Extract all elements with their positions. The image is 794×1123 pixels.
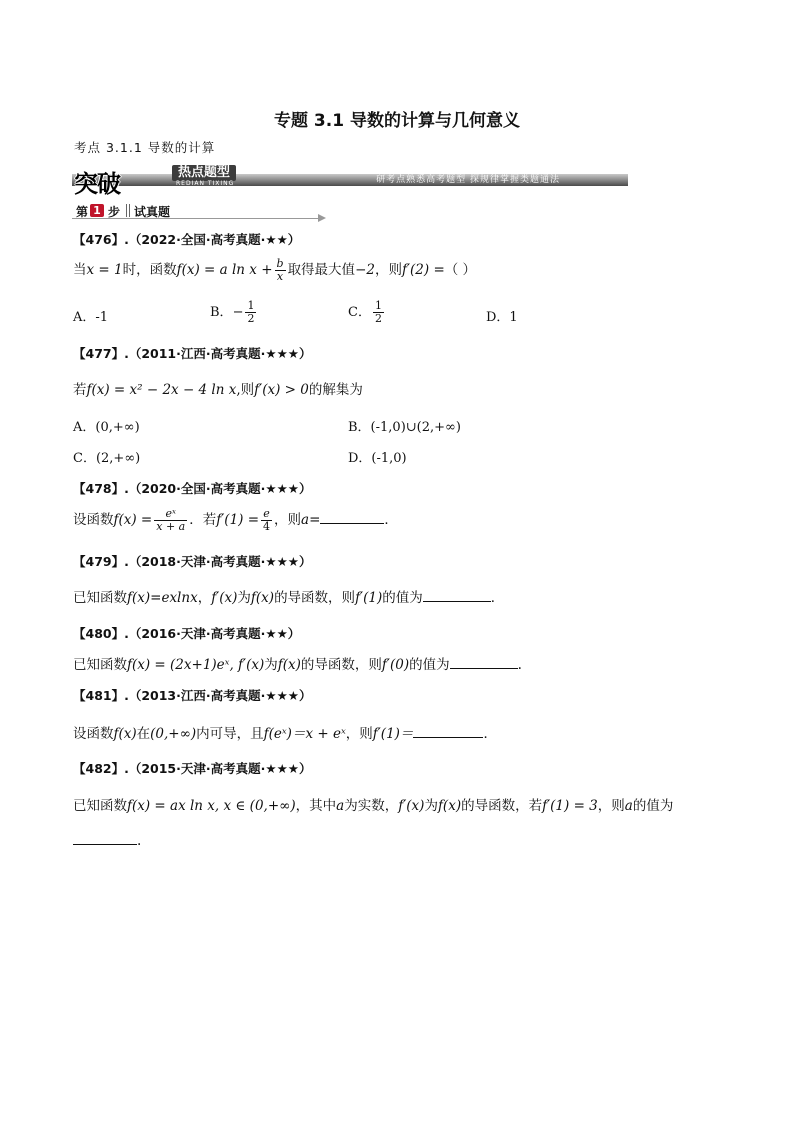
problem-481-stem xyxy=(73,722,497,742)
text: ． xyxy=(483,726,497,742)
problem-482-stem xyxy=(73,794,673,814)
step-underline xyxy=(72,218,318,219)
step-separator xyxy=(126,204,130,217)
text: 为 xyxy=(264,657,278,673)
banner-hot-label: 热点题型 xyxy=(172,165,236,181)
denominator: x + a xyxy=(156,520,186,533)
problem-476-stem xyxy=(73,258,476,283)
answer-blank[interactable] xyxy=(423,589,491,602)
problem-481-header: 【481】.（2013·江西·高考真题·★★★） xyxy=(73,688,312,703)
text: 为 xyxy=(424,798,438,814)
problem-476-option-d: D．1 xyxy=(486,310,518,325)
math: −2 xyxy=(355,262,375,278)
text: 若 xyxy=(73,382,87,398)
text: ． xyxy=(384,512,398,528)
text: 当 xyxy=(73,262,87,278)
text: ．若 xyxy=(189,512,217,528)
page-title: 专题 3.1 导数的计算与几何意义 xyxy=(274,111,520,131)
fraction xyxy=(261,508,272,533)
text: 已知函数 xyxy=(73,657,127,673)
math: f′(1) = xyxy=(216,512,260,528)
text: ,则 xyxy=(236,382,255,398)
math: f′(x) xyxy=(211,590,238,606)
text: ，其中 xyxy=(295,798,337,814)
problem-482-header: 【482】.（2015·天津·高考真题·★★★） xyxy=(73,761,312,776)
answer-paren: （ ） xyxy=(444,262,477,278)
problem-476-option-a: A．-1 xyxy=(73,310,109,325)
problem-476-header: 【476】.（2022·全国·高考真题·★★） xyxy=(73,232,301,247)
text: 为实数， xyxy=(344,798,399,814)
problem-479-stem xyxy=(73,586,504,606)
step-prefix: 第 xyxy=(76,205,89,219)
math: f(eˣ)＝x + eˣ xyxy=(263,726,346,742)
text: 时，函数 xyxy=(122,262,177,278)
problem-478-stem xyxy=(73,508,398,533)
text: 的值为 xyxy=(382,590,423,606)
math: f(x) = x² − 2x − 4 ln x xyxy=(86,382,237,398)
fraction xyxy=(154,508,187,533)
option-label: B． xyxy=(210,305,233,320)
banner-hot-sub: REDIAN TIXING xyxy=(176,180,235,187)
step-suffix: 步 xyxy=(108,205,121,219)
step-arrow-icon xyxy=(318,214,326,222)
text: 的解集为 xyxy=(308,382,363,398)
math: f(x) xyxy=(277,657,301,673)
text: ，则 xyxy=(274,512,302,528)
text: 的导函数，则 xyxy=(274,590,356,606)
fraction xyxy=(245,300,256,325)
banner-slogan: 研考点熟悉高考题型 探规律掌握类题通法 xyxy=(376,175,560,185)
text: . xyxy=(517,657,522,673)
answer-blank[interactable] xyxy=(450,656,518,669)
section-banner xyxy=(72,165,628,198)
answer-blank[interactable] xyxy=(73,832,137,845)
math: f(x) xyxy=(437,798,462,814)
math: f(x) xyxy=(113,726,137,742)
text: 取得最大值 xyxy=(287,262,356,278)
math: f′(2) = xyxy=(401,262,445,278)
math: a= xyxy=(301,512,321,528)
text: 已知函数 xyxy=(73,798,127,814)
answer-blank[interactable] xyxy=(320,511,384,524)
text: 的值为 xyxy=(409,657,450,673)
math: f(x) = xyxy=(113,512,153,528)
math: f(x) = (2x+1)eˣ, f′(x) xyxy=(127,657,265,673)
step-header xyxy=(72,203,326,219)
math: f(x) = ax ln x, x ∈ (0,+∞) xyxy=(127,798,296,814)
step-label: 试真题 xyxy=(134,205,171,219)
text: 内可导，且 xyxy=(196,726,264,742)
sign: − xyxy=(232,305,244,320)
text: 为 xyxy=(237,590,251,606)
problem-477-option-d: D．(-1,0) xyxy=(348,451,407,466)
problem-477-option-a: A．(0,+∞) xyxy=(73,420,140,435)
math: f(x) = a ln x + xyxy=(176,262,273,278)
denominator: 2 xyxy=(247,312,255,325)
text: 在 xyxy=(136,726,151,742)
problem-477-stem xyxy=(73,378,363,398)
math: f(x)=exlnx xyxy=(127,590,198,606)
problem-480-header: 【480】.（2016·天津·高考真题·★★） xyxy=(73,626,301,641)
problem-476-option-c xyxy=(348,300,386,325)
text: 设函数 xyxy=(73,512,114,528)
math: a xyxy=(624,798,633,814)
fraction xyxy=(275,258,286,283)
math: f(x) xyxy=(250,590,275,606)
math: f′(x) > 0 xyxy=(254,382,309,398)
text: 的值为 xyxy=(632,798,674,814)
numerator: b xyxy=(276,257,284,270)
problem-476-option-b xyxy=(210,300,258,325)
math: f′(x) xyxy=(398,798,425,814)
answer-blank[interactable] xyxy=(413,725,483,738)
problem-480-stem xyxy=(73,653,522,673)
step-number-badge: 1 xyxy=(90,204,104,217)
denominator: x xyxy=(276,270,284,283)
text: ， xyxy=(197,590,212,606)
section-subtitle: 考点 3.1.1 导数的计算 xyxy=(74,140,216,155)
denominator: 4 xyxy=(263,520,271,533)
denominator: 2 xyxy=(374,312,382,325)
math: f′(1) = 3 xyxy=(542,798,598,814)
problem-477-header: 【477】.（2011·江西·高考真题·★★★） xyxy=(73,346,312,361)
problem-482-answer-line xyxy=(73,832,141,849)
text: ，则 xyxy=(374,262,402,278)
option-label: C． xyxy=(348,305,371,320)
math: (0,+∞) xyxy=(150,726,197,742)
problem-477-option-c: C．(2,+∞) xyxy=(73,451,141,466)
math: f′(0) xyxy=(381,657,410,673)
numerator: eˣ xyxy=(154,508,187,521)
numerator: 1 xyxy=(247,299,255,312)
text: 的导函数，若 xyxy=(461,798,543,814)
text: 的导函数，则 xyxy=(300,657,382,673)
math: x = 1 xyxy=(86,262,123,278)
math: f′(1)＝ xyxy=(372,726,414,742)
text: ． xyxy=(490,590,505,606)
problem-478-header: 【478】.（2020·全国·高考真题·★★★） xyxy=(73,481,312,496)
text: 设函数 xyxy=(73,726,114,742)
numerator: e xyxy=(261,508,272,521)
math: f′(1) xyxy=(355,590,383,606)
problem-477-option-b: B．(-1,0)∪(2,+∞) xyxy=(348,420,461,435)
problem-479-header: 【479】.（2018·天津·高考真题·★★★） xyxy=(73,554,312,569)
text: ，则 xyxy=(345,726,373,742)
banner-main-text: 突破 xyxy=(74,169,120,198)
text: ，则 xyxy=(597,798,625,814)
text: 已知函数 xyxy=(73,590,127,606)
text: . xyxy=(137,833,142,849)
numerator: 1 xyxy=(374,299,382,312)
math: a xyxy=(336,798,345,814)
fraction xyxy=(373,300,384,325)
